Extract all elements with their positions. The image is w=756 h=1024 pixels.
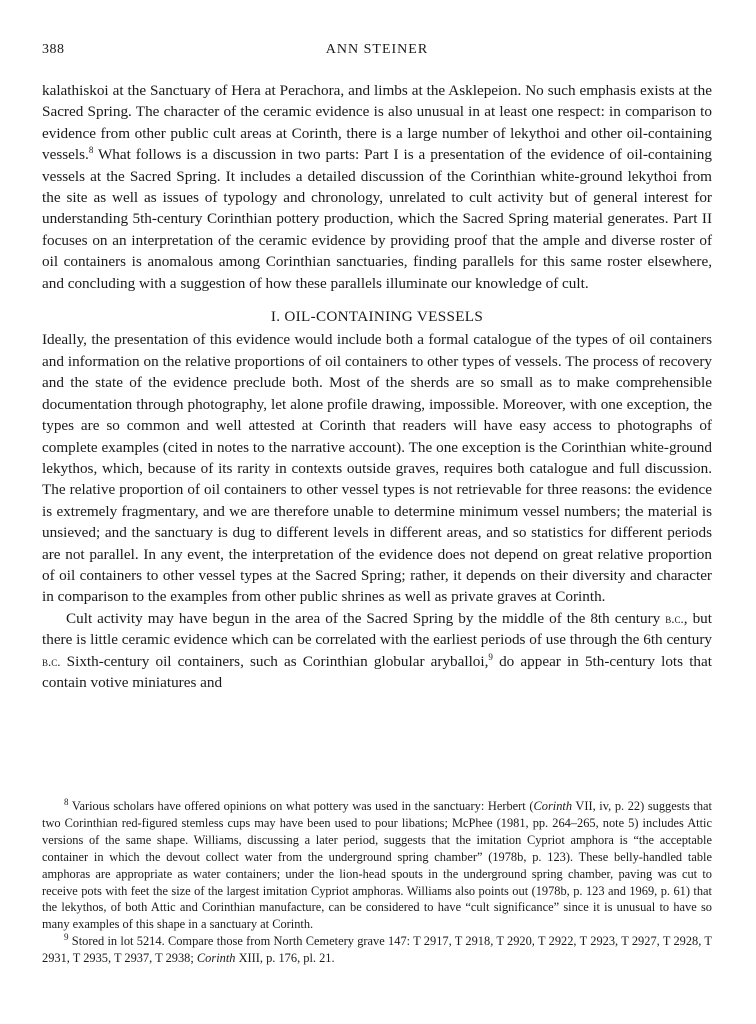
footnote-8-number: 8 — [64, 796, 69, 807]
footnote-9-italic: Corinth — [196, 951, 236, 966]
paragraph-1 — [42, 80, 712, 294]
paragraph-3-text-a: Cult activity may have begun in the area of the Sacred Spring by the middle of the 8th century — [66, 609, 666, 627]
footnote-9-text-a: Stored in lot 5214. Compare those from North Cemetery grave 147: T 2917, T 2918, T 2920, T 2922, T 2923, T 2927, T 2928, T 2931, T 2935, T 2937, T 2938; — [42, 934, 712, 966]
paragraph-3-text-d: do appear in 5th-century lots that contain votive miniatures and — [42, 652, 712, 691]
page-number: 388 — [42, 42, 65, 57]
footnote-9-number: 9 — [64, 932, 69, 943]
paragraph-1-text-b: What follows is a discussion in two parts: Part I is a presentation of the evidence of oil-containing vessels at the Sacred Spring. It includes a detailed discussion of the Corinthian white-ground lekythoi from the site as well as issues of typology and chronology, unrelated to cult activity but of general interest for understanding 5th-century Corinthian pottery production, which the Sacred Spring material generates. Part II focuses on an interpretation of the ceramic evidence by providing proof that the ample and diverse roster of oil containers is anomalous among Corinthian sanctuaries, finding parallels for this same roster elsewhere, and concluding with a suggestion of how these parallels illuminate our knowledge of cult. — [42, 146, 712, 292]
footnote-8-text-a: Various scholars have offered opinions on what pottery was used in the sanctuary: Herbert ( — [68, 799, 534, 813]
paragraph-2: Ideally, the presentation of this evidence would include both a formal catalogue of the types of oil containers and information on the relative proportions of oil containers to other types of vessels. The process of recovery and the state of the evidence preclude both. Most of the sherds are so small as to make comprehensible documentation through photography, let alone profile drawing, impossible. Moreover, with one exception, the types are so common and well attested at Corinth that readers will have easy access to photographs of complete examples (cited in notes to the narrative account). The one exception is the Corinthian white-ground lekythos, which, because of its rarity in contexts outside graves, requires both catalogue and full discussion. The relative proportion of oil containers to other vessel types is not retrievable for three reasons: the evidence is extremely fragmentary, and we are therefore unable to determine minimum vessel numbers; the material is unsieved; and the sanctuary is dug to different levels in different areas, and so statistics for different periods are not parallel. In any event, the interpretation of the evidence does not depend on great relative proportion of oil containers to other vessel types at the Sacred Spring; rather, it depends on their diversity and character in comparison to the examples from other public shrines as well as private graves at Corinth. — [42, 331, 712, 606]
era-abbrev-2: b.c. — [42, 653, 61, 669]
paragraph-3 — [42, 608, 712, 694]
section-heading: I. OIL-CONTAINING VESSELS — [270, 308, 484, 326]
paragraph-3-text-b: , but there is little ceramic evidence which can be correlated with the earliest periods of use through the 6th century — [42, 609, 712, 649]
page-header — [42, 42, 712, 62]
running-head: ANN STEINER — [325, 42, 429, 57]
footnote-ref-8: 8 — [88, 145, 94, 156]
footnote-9-text-b: XIII, p. 176, pl. 21. — [235, 951, 335, 966]
main-text — [42, 80, 712, 693]
era-abbrev-1: b.c. — [665, 610, 684, 626]
footnotes — [42, 798, 712, 967]
footnote-8-italic: Corinth — [533, 799, 573, 813]
footnote-ref-9: 9 — [488, 651, 493, 662]
footnote-8 — [42, 798, 712, 933]
footnote-9 — [42, 933, 712, 967]
paragraph-1-text-a: kalathiskoi at the Sanctuary of Hera at Perachora, and limbs at the Asklepeion. No such emphasis exists at the Sacred Spring. The character of the ceramic evidence is also unusual in at least one respect: in comparison to evidence from other public cult areas at Corinth, there is a large number of lekythoi and other oil-containing vessels. — [42, 82, 712, 164]
footnote-8-text-b: VII, iv, p. 22) suggests that two Corinthian red-figured stemless cups may have been used to pour libations; McPhee (1981, pp. 264–265, note 5) includes Attic versions of the same shape. Williams, discussing a later period, suggests that the imitation Cypriot amphora is “the acceptable container in which the devout collect water from the underground spring chamber” (1978b, p. 123). These belly-handled table amphoras are appropriate as water containers; under the lion-head spouts in the underground spring chamber, paving was cut to receive pots with feet the size of the largest imitation Cypriot amphoras. Williams also points out (1978b, p. 123 and 1969, p. 61) that the lekythos, of both Attic and Corinthian manufacture, can be considered to have “cult significance” since it is unusual to have so many examples of this shape in a sanctuary at Corinth. — [42, 799, 712, 932]
paragraph-3-text-c: Sixth-century oil containers, such as Corinthian globular aryballoi, — [60, 652, 489, 670]
